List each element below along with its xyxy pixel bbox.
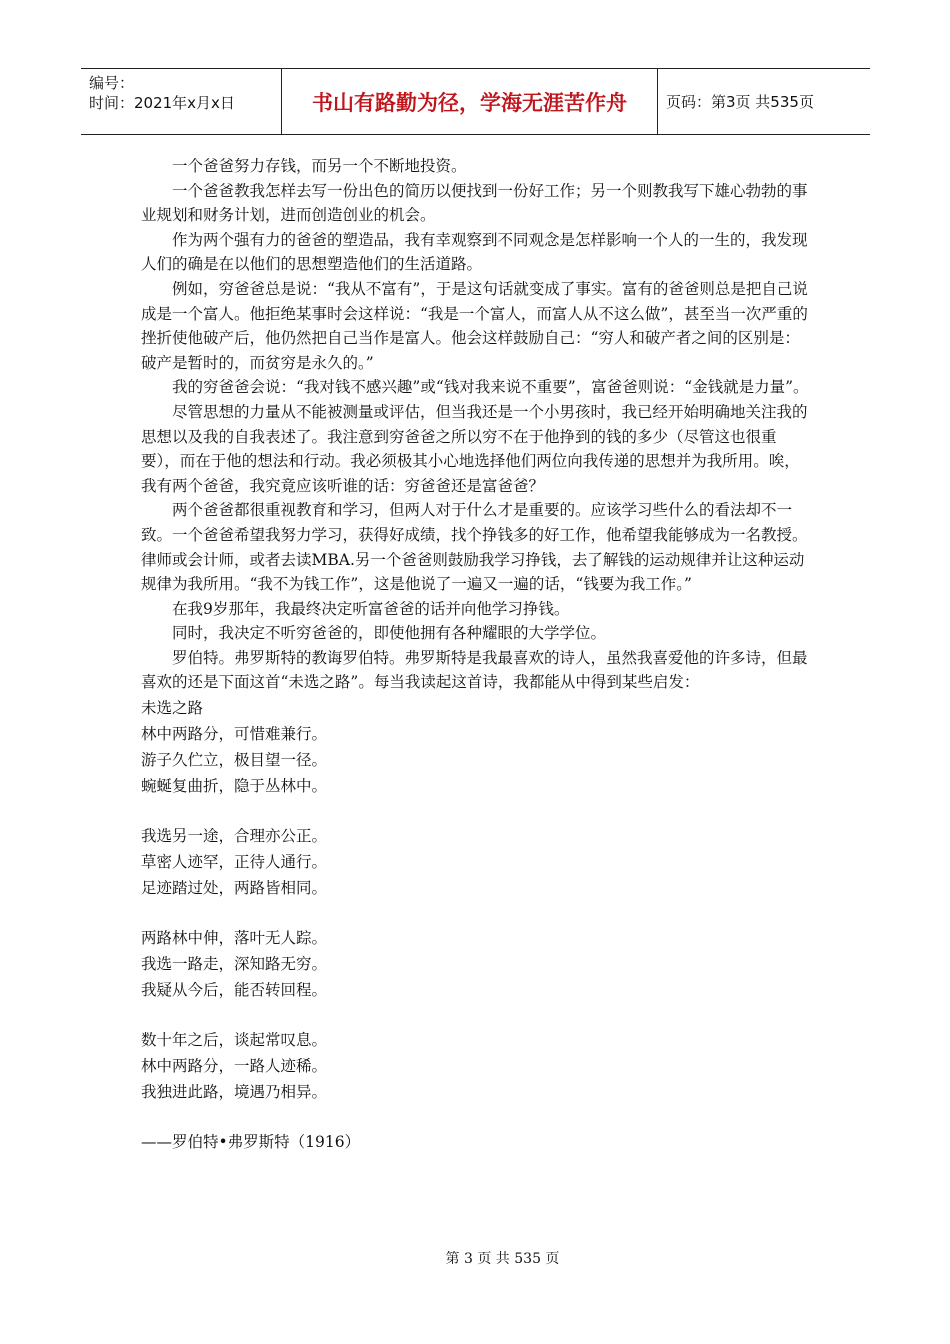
poem-line: 草密人迹罕，正待人通行。 [141,853,328,872]
poem-line: 我选一路走，深知路无穷。 [141,955,328,974]
date-label: 时间：2021年x月x日 [89,94,235,112]
page-footer: 第 3 页 共 535 页 [445,1251,560,1267]
header-meta [81,69,281,134]
poem-stanza [141,925,811,1003]
poem-line: 足迹踏过处，两路皆相同。 [141,879,328,898]
poem-line: 林中两路分，一路人迹稀。 [141,1057,328,1076]
header-motto: 书山有路勤为径，学海无涯苦作舟 [281,69,658,134]
number-label: 编号： [89,74,135,92]
poem-stanza [141,823,811,901]
poem-line: 我疑从今后，能否转回程。 [141,981,328,1000]
paragraph: 作为两个强有力的爸爸的塑造品，我有幸观察到不同观念是怎样影响一个人的一生的，我发现人们的确是在以他们的思想塑造他们的生活道路。 [141,230,808,274]
paragraph: 一个爸爸教我怎样去写一份出色的简历以便找到一份好工作；另一个则教我写下雄心勃勃的事业规划和财务计划，进而创造创业的机会。 [141,181,808,225]
page-header [81,68,870,135]
poem-title: 未选之路 [141,699,204,718]
poem-stanza [141,721,811,799]
paragraph: 同时，我决定不听穷爸爸的，即使他拥有各种耀眼的大学学位。 [172,624,607,643]
poem-attribution: ——罗伯特•弗罗斯特（1916） [141,1133,361,1152]
paragraph: 罗伯特。弗罗斯特的教诲罗伯特。弗罗斯特是我最喜欢的诗人，虽然我喜爱他的许多诗，但最喜欢的还是下面这首“未选之路”。每当我读起这首诗，我都能从中得到某些启发： [141,648,808,692]
poem-line: 蜿蜒复曲折，隐于丛林中。 [141,777,328,796]
paragraph: 例如，穷爸爸总是说：“我从不富有”，于是这句话就变成了事实。富有的爸爸则总是把自己说成是一个富人。他拒绝某事时会这样说：“我是一个富人，而富人从不这么做”，甚至当一次严重的挫折使他破产后，他仍然把自己当作是富人。他会这样鼓励自己：“穷人和破产者之间的区别是：破产是暂时的，而贫穷是永久的。” [141,279,808,372]
poem-line: 数十年之后，谈起常叹息。 [141,1031,328,1050]
document-body [141,154,811,1155]
poem-stanza [141,1027,811,1105]
paragraph: 在我9岁那年，我最终决定听富爸爸的话并向他学习挣钱。 [172,599,570,618]
paragraph: 尽管思想的力量从不能被测量或评估，但当我还是一个小男孩时，我已经开始明确地关注我的思想以及我的自我表述了。我注意到穷爸爸之所以穷不在于他挣到的钱的多少（尽管这也很重要），而在于他的想法和行动。我必须极其小心地选择他们两位向我传递的思想并为我所用。唉，我有两个爸爸，我究竟应该听谁的话：穷爸爸还是富爸爸？ [141,402,808,495]
poem-line: 游子久伫立，极目望一径。 [141,751,328,770]
poem-line: 我选另一途，合理亦公正。 [141,827,328,846]
poem-line: 我独进此路，境遇乃相异。 [141,1083,328,1102]
paragraph: 两个爸爸都很重视教育和学习，但两人对于什么才是重要的。应该学习些什么的看法却不一致。一个爸爸希望我努力学习，获得好成绩，找个挣钱多的好工作，他希望我能够成为一名教授。律师或会计师，或者去读MBA.另一个爸爸则鼓励我学习挣钱，去了解钱的运动规律并让这种运动规律为我所用。“我不为钱工作”，这是他说了一遍又一遍的话，“钱要为我工作。” [141,501,808,594]
paragraph: 一个爸爸努力存钱，而另一个不断地投资。 [172,157,467,175]
poem-line: 林中两路分，可惜难兼行。 [141,725,328,744]
paragraph: 我的穷爸爸会说：“我对钱不感兴趣”或“钱对我来说不重要”，富爸爸则说：“金钱就是力量”。 [172,378,809,397]
poem-line: 两路林中伸，落叶无人踪。 [141,929,328,948]
header-page-label: 页码：第3页 共535页 [666,93,814,111]
